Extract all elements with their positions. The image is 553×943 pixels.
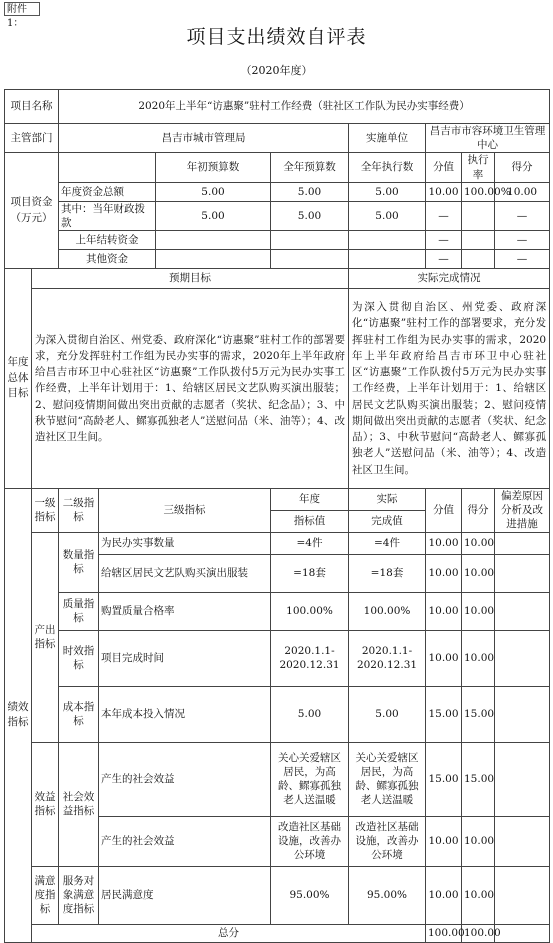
perf-row-value: 10.00	[426, 630, 462, 686]
funds-row-initial: 5.00	[156, 182, 271, 201]
funds-label: 项目资金（万元）	[5, 153, 59, 269]
funds-header-initial: 年初预算数	[156, 153, 271, 182]
funds-row-score-value: —	[426, 250, 462, 269]
perf-row-score: 10.00	[462, 630, 495, 686]
perf-row-note	[495, 816, 550, 866]
perf-row-actual: 95.00%	[349, 866, 426, 924]
funds-row-annual	[271, 231, 349, 250]
funds-row-score: —	[495, 201, 550, 230]
perf-row-note	[495, 742, 550, 816]
funds-row-score: 10.00	[495, 182, 550, 201]
funds-header-score: 得分	[495, 153, 550, 182]
perf-row-actual: 改造社区基础设施，改善办公环境	[349, 816, 426, 866]
perf-row-value: 10.00	[426, 816, 462, 866]
funds-row-annual: 5.00	[271, 201, 349, 230]
funds-header-annual: 全年预算数	[271, 153, 349, 182]
goals-actual-header: 实际完成情况	[349, 269, 550, 289]
perf-row-target: 关心关爱辖区居民，为高龄、鳏寡孤独老人送温暖	[271, 742, 349, 816]
attachment-label: 附件1：	[4, 2, 40, 16]
project-name-value: 2020年上半年“访惠聚”驻村工作经费（驻社区工作队为民办实事经费）	[59, 90, 550, 124]
perf-row-target: =4件	[271, 532, 349, 554]
perf-quality-label: 质量指标	[59, 592, 99, 630]
perf-row-target: 改造社区基础设施，改善办公环境	[271, 816, 349, 866]
perf-row-value: 15.00	[426, 686, 462, 742]
total-value: 100.00	[426, 924, 462, 942]
perf-header-actual: 实际	[349, 489, 426, 511]
perf-benefit-label: 效益指标	[32, 742, 59, 866]
perf-cost-label: 成本指标	[59, 686, 99, 742]
perf-header-level3: 三级指标	[99, 489, 271, 533]
perf-header-annual: 年度	[271, 489, 349, 511]
perf-header-level1: 一级指标	[32, 489, 59, 533]
perf-row-value: 15.00	[426, 742, 462, 816]
funds-row-name: 其中：当年财政拨款	[59, 201, 156, 230]
perf-row-note	[495, 554, 550, 592]
perf-row-score: 10.00	[462, 816, 495, 866]
perf-row-name: 本年成本投入情况	[99, 686, 271, 742]
perf-row-target: 2020.1.1-2020.12.31	[271, 630, 349, 686]
perf-header-target: 指标值	[271, 510, 349, 532]
perf-row-note	[495, 686, 550, 742]
funds-row-rate	[462, 250, 495, 269]
perf-quantity-label: 数量指标	[59, 532, 99, 592]
perf-row-note	[495, 592, 550, 630]
perf-row-name: 给辖区居民文艺队购买演出服装	[99, 554, 271, 592]
perf-row-score: 10.00	[462, 532, 495, 554]
funds-row-annual: 5.00	[271, 182, 349, 201]
funds-row-executed: 5.00	[349, 201, 426, 230]
total-label: 总分	[32, 924, 426, 942]
perf-row-actual: 5.00	[349, 686, 426, 742]
funds-header-score-value: 分值	[426, 153, 462, 182]
perf-row-actual: =4件	[349, 532, 426, 554]
funds-row-score-value: 10.00	[426, 182, 462, 201]
funds-header-rate: 执行率	[462, 153, 495, 182]
perf-row-actual: 2020.1.1-2020.12.31	[349, 630, 426, 686]
total-score: 100.00	[462, 924, 495, 942]
page-title: 项目支出绩效自评表	[186, 26, 367, 48]
funds-row-score-value: —	[426, 231, 462, 250]
perf-row-actual: 关心关爱辖区居民，为高龄、鳏寡孤独老人送温暖	[349, 742, 426, 816]
perf-social-label: 社会效益指标	[59, 742, 99, 866]
perf-row-target: 100.00%	[271, 592, 349, 630]
funds-row-initial: 5.00	[156, 201, 271, 230]
funds-row-rate	[462, 231, 495, 250]
funds-row-rate	[462, 201, 495, 230]
dept-value: 昌吉市城市管理局	[59, 124, 349, 153]
perf-header-score: 得分	[462, 489, 495, 533]
perf-row-actual: =18套	[349, 554, 426, 592]
perf-row-score: 10.00	[462, 592, 495, 630]
perf-row-note	[495, 630, 550, 686]
perf-row-value: 10.00	[426, 532, 462, 554]
funds-row-initial	[156, 231, 271, 250]
funds-header-executed: 全年执行数	[349, 153, 426, 182]
perf-row-value: 10.00	[426, 592, 462, 630]
perf-row-note	[495, 532, 550, 554]
perf-header-done: 完成值	[349, 510, 426, 532]
perf-row-name: 产生的社会效益	[99, 742, 271, 816]
impl-unit-value: 昌吉市市容环境卫生管理中心	[426, 124, 550, 153]
funds-row-executed	[349, 231, 426, 250]
perf-row-actual: 100.00%	[349, 592, 426, 630]
funds-row-initial	[156, 250, 271, 269]
perf-row-target: 5.00	[271, 686, 349, 742]
project-name-label: 项目名称	[5, 90, 59, 124]
funds-row-annual	[271, 250, 349, 269]
perf-header-level2: 二级指标	[59, 489, 99, 533]
dept-label: 主管部门	[5, 124, 59, 153]
perf-row-target: =18套	[271, 554, 349, 592]
perf-row-name: 居民满意度	[99, 866, 271, 924]
perf-row-value: 10.00	[426, 554, 462, 592]
evaluation-table	[4, 89, 550, 943]
perf-row-target: 95.00%	[271, 866, 349, 924]
funds-row-rate: 100.00%	[462, 182, 495, 201]
impl-unit-label: 实施单位	[349, 124, 426, 153]
funds-row-executed	[349, 250, 426, 269]
year-label: （2020年度）	[240, 64, 313, 77]
perf-row-note	[495, 866, 550, 924]
goals-expected-text: 为深入贯彻自治区、州党委、政府深化“访惠聚”驻村工作的部署要求，充分发挥驻村工作组为民办实事的需求，2020年上半年政府给昌吉市环卫中心驻社区“访惠聚”工作队拨付5万元为民办实事工作经费，上半年计划用于：1、给辖区居民文艺队购买演出服装；2、慰问疫情期间做出突出贡献的志愿者（奖状、纪念品）；3、中秋节慰问“高龄老人、鳏寡孤独老人”送慰问品（米、油等）；4、改造社区卫生间。	[32, 289, 349, 489]
perf-row-name: 产生的社会效益	[99, 816, 271, 866]
goals-label: 年度总体目标	[5, 269, 32, 489]
perf-row-score: 10.00	[462, 866, 495, 924]
perf-satisfaction-label: 满意度指标	[32, 866, 59, 924]
goals-expected-header: 预期目标	[32, 269, 349, 289]
perf-row-value: 10.00	[426, 866, 462, 924]
funds-row-score: —	[495, 250, 550, 269]
funds-row-name: 年度资金总额	[59, 182, 156, 201]
perf-row-score: 15.00	[462, 686, 495, 742]
funds-row-score-value: —	[426, 201, 462, 230]
funds-row-score: —	[495, 231, 550, 250]
perf-service-label: 服务对象满意度指标	[59, 866, 99, 924]
perf-timeliness-label: 时效指标	[59, 630, 99, 686]
perf-header-score-value: 分值	[426, 489, 462, 533]
perf-row-name: 购置质量合格率	[99, 592, 271, 630]
funds-row-executed: 5.00	[349, 182, 426, 201]
perf-row-score: 10.00	[462, 554, 495, 592]
perf-row-score: 15.00	[462, 742, 495, 816]
funds-row-name: 其他资金	[59, 250, 156, 269]
perf-header-analysis: 偏差原因分析及改进措施	[495, 489, 550, 533]
perf-row-name: 为民办实事数量	[99, 532, 271, 554]
perf-row-name: 项目完成时间	[99, 630, 271, 686]
perf-output-label: 产出指标	[32, 532, 59, 742]
perf-label: 绩效指标	[5, 489, 32, 943]
goals-actual-text: 为深入贯彻自治区、州党委、政府深化“访惠聚”驻村工作的部署要求，充分发挥驻村工作组为民办实事的需求，2020年上半年政府给昌吉市环卫中心驻社区“访惠聚”工作队拨付5万元为民办实事工作经费，上半年计划用于：1、给辖区居民文艺队购买演出服装；2、慰问疫情期间做出突出贡献的志愿者（奖状、纪念品）；3、中秋节慰问“高龄老人、鳏寡孤独老人”送慰问品（米、油等）；4、改造社区卫生间。	[349, 289, 550, 489]
funds-row-name: 上年结转资金	[59, 231, 156, 250]
